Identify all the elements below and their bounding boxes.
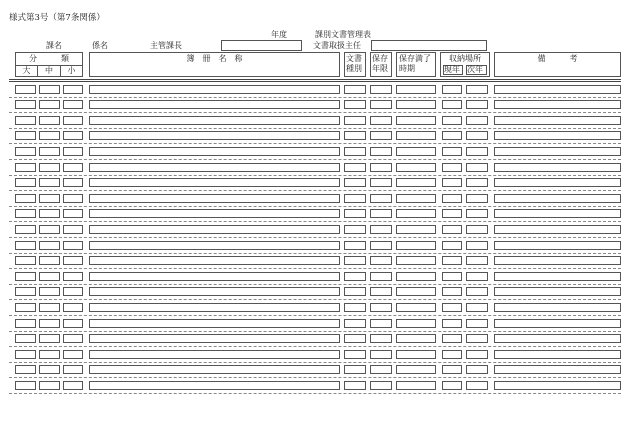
major-cell[interactable] <box>15 116 36 125</box>
row-divider <box>9 143 621 144</box>
expiry-cell[interactable] <box>396 303 436 312</box>
current-year-cell[interactable] <box>442 225 462 234</box>
major-cell[interactable] <box>15 178 36 187</box>
minor-cell[interactable] <box>63 209 83 218</box>
row-divider <box>9 190 621 191</box>
remarks-cell[interactable] <box>494 225 621 234</box>
next-year-cell[interactable] <box>466 147 488 156</box>
retention-cell[interactable] <box>370 194 392 203</box>
next-year-cell[interactable] <box>466 365 488 374</box>
minor-cell[interactable] <box>63 147 83 156</box>
minor-cell[interactable] <box>63 272 83 281</box>
retention-label-1: 保存 <box>372 54 388 63</box>
row-divider <box>9 393 621 394</box>
expiry-cell[interactable] <box>396 163 436 172</box>
minor-cell[interactable] <box>63 256 83 265</box>
remarks-cell[interactable] <box>494 209 621 218</box>
next-year-cell[interactable] <box>466 85 488 94</box>
doc-type-cell[interactable] <box>344 241 366 250</box>
minor-cell[interactable] <box>63 194 83 203</box>
ledger-name-cell[interactable] <box>89 287 340 296</box>
next-year-cell[interactable] <box>466 116 488 125</box>
remarks-cell[interactable] <box>494 381 621 390</box>
remarks-cell[interactable] <box>494 194 621 203</box>
doc-type-cell[interactable] <box>344 334 366 343</box>
ledger-name-label: 簿 冊 名 称 <box>186 54 243 63</box>
retention-cell[interactable] <box>370 209 392 218</box>
major-cell[interactable] <box>15 163 36 172</box>
middle-label: 中 <box>45 66 53 75</box>
ledger-name-cell[interactable] <box>89 381 340 390</box>
middle-cell[interactable] <box>39 272 60 281</box>
current-year-cell[interactable] <box>442 147 462 156</box>
classification-label: 分 類 <box>29 54 69 63</box>
retention-cell[interactable] <box>370 381 392 390</box>
ledger-name-cell[interactable] <box>89 241 340 250</box>
expiry-header <box>396 52 436 77</box>
next-year-cell[interactable] <box>466 303 488 312</box>
retention-cell[interactable] <box>370 163 392 172</box>
row-divider <box>9 221 621 222</box>
doc-type-cell[interactable] <box>344 287 366 296</box>
doc-type-cell[interactable] <box>344 194 366 203</box>
ledger-name-header <box>89 52 340 77</box>
doc-type-cell[interactable] <box>344 225 366 234</box>
ledger-name-cell[interactable] <box>89 256 340 265</box>
next-year-label: 次年 <box>467 65 483 74</box>
section-label: 課名 <box>46 41 62 50</box>
remarks-label: 備 考 <box>537 54 578 63</box>
next-year-cell[interactable] <box>466 100 488 109</box>
major-cell[interactable] <box>15 365 36 374</box>
retention-cell[interactable] <box>370 241 392 250</box>
expiry-cell[interactable] <box>396 272 436 281</box>
current-year-cell[interactable] <box>442 350 462 359</box>
minor-cell[interactable] <box>63 303 83 312</box>
ledger-name-cell[interactable] <box>89 209 340 218</box>
expiry-cell[interactable] <box>396 131 436 140</box>
header-rule-top <box>9 79 621 80</box>
retention-cell[interactable] <box>370 334 392 343</box>
year-label: 年度 <box>271 30 287 39</box>
minor-cell[interactable] <box>63 100 83 109</box>
middle-cell[interactable] <box>39 365 60 374</box>
row-divider <box>9 128 621 129</box>
doc-type-cell[interactable] <box>344 272 366 281</box>
doc-type-cell[interactable] <box>344 116 366 125</box>
row-divider <box>9 175 621 176</box>
ledger-name-cell[interactable] <box>89 178 340 187</box>
retention-cell[interactable] <box>370 272 392 281</box>
row-divider <box>9 331 621 332</box>
next-year-cell[interactable] <box>466 319 488 328</box>
expiry-cell[interactable] <box>396 85 436 94</box>
middle-cell[interactable] <box>39 209 60 218</box>
next-year-cell[interactable] <box>466 163 488 172</box>
middle-cell[interactable] <box>39 225 60 234</box>
next-year-cell[interactable] <box>466 194 488 203</box>
doc-type-cell[interactable] <box>344 256 366 265</box>
remarks-cell[interactable] <box>494 287 621 296</box>
major-cell[interactable] <box>15 319 36 328</box>
minor-cell[interactable] <box>63 350 83 359</box>
ledger-name-cell[interactable] <box>89 147 340 156</box>
middle-cell[interactable] <box>39 319 60 328</box>
expiry-cell[interactable] <box>396 256 436 265</box>
minor-cell[interactable] <box>63 131 83 140</box>
remarks-cell[interactable] <box>494 319 621 328</box>
expiry-cell[interactable] <box>396 116 436 125</box>
major-cell[interactable] <box>15 225 36 234</box>
doc-type-cell[interactable] <box>344 131 366 140</box>
minor-cell[interactable] <box>63 287 83 296</box>
header-rule-bottom <box>9 81 621 82</box>
ledger-name-cell[interactable] <box>89 303 340 312</box>
doc-type-cell[interactable] <box>344 85 366 94</box>
next-year-cell[interactable] <box>466 334 488 343</box>
retention-cell[interactable] <box>370 225 392 234</box>
major-cell[interactable] <box>15 241 36 250</box>
remarks-cell[interactable] <box>494 365 621 374</box>
current-year-cell[interactable] <box>442 241 462 250</box>
expiry-cell[interactable] <box>396 100 436 109</box>
supervisor-label: 主管課長 <box>150 41 182 50</box>
middle-cell[interactable] <box>39 381 60 390</box>
expiry-cell[interactable] <box>396 381 436 390</box>
remarks-cell[interactable] <box>494 350 621 359</box>
major-cell[interactable] <box>15 147 36 156</box>
current-year-cell[interactable] <box>442 256 462 265</box>
current-year-cell[interactable] <box>442 85 462 94</box>
doc-type-label-1: 文書 <box>346 54 362 63</box>
row-divider <box>9 112 621 113</box>
retention-cell[interactable] <box>370 256 392 265</box>
remarks-cell[interactable] <box>494 241 621 250</box>
minor-cell[interactable] <box>63 334 83 343</box>
ledger-name-cell[interactable] <box>89 116 340 125</box>
remarks-cell[interactable] <box>494 272 621 281</box>
ledger-name-cell[interactable] <box>89 334 340 343</box>
row-divider <box>9 206 621 207</box>
major-cell[interactable] <box>15 334 36 343</box>
middle-cell[interactable] <box>39 100 60 109</box>
retention-cell[interactable] <box>370 350 392 359</box>
expiry-cell[interactable] <box>396 225 436 234</box>
minor-label: 小 <box>67 66 76 75</box>
row-divider <box>9 268 621 269</box>
current-year-cell[interactable] <box>442 194 462 203</box>
expiry-cell[interactable] <box>396 365 436 374</box>
major-cell[interactable] <box>15 256 36 265</box>
ledger-name-cell[interactable] <box>89 85 340 94</box>
major-cell[interactable] <box>15 85 36 94</box>
handler-label: 文書取扱主任 <box>313 41 361 50</box>
row-divider <box>9 237 621 238</box>
ledger-name-cell[interactable] <box>89 350 340 359</box>
unit-label: 係名 <box>92 41 108 50</box>
remarks-cell[interactable] <box>494 163 621 172</box>
retention-cell[interactable] <box>370 116 392 125</box>
middle-cell[interactable] <box>39 131 60 140</box>
remarks-cell[interactable] <box>494 178 621 187</box>
remarks-header <box>494 52 621 77</box>
ledger-name-cell[interactable] <box>89 163 340 172</box>
doc-type-cell[interactable] <box>344 381 366 390</box>
current-year-cell[interactable] <box>442 287 462 296</box>
expiry-cell[interactable] <box>396 350 436 359</box>
current-year-cell[interactable] <box>442 334 462 343</box>
retention-header <box>370 52 392 77</box>
middle-cell[interactable] <box>39 147 60 156</box>
remarks-cell[interactable] <box>494 147 621 156</box>
retention-cell[interactable] <box>370 319 392 328</box>
doc-type-cell[interactable] <box>344 100 366 109</box>
minor-cell[interactable] <box>63 241 83 250</box>
storage-label: 収納場所 <box>449 54 481 63</box>
expiry-cell[interactable] <box>396 319 436 328</box>
major-cell[interactable] <box>15 287 36 296</box>
doc-type-header <box>344 52 366 77</box>
handler-name-field[interactable] <box>371 40 487 51</box>
current-year-cell[interactable] <box>442 163 462 172</box>
middle-cell[interactable] <box>39 334 60 343</box>
minor-cell[interactable] <box>63 163 83 172</box>
retention-cell[interactable] <box>370 365 392 374</box>
retention-cell[interactable] <box>370 147 392 156</box>
minor-cell[interactable] <box>63 319 83 328</box>
doc-type-cell[interactable] <box>344 365 366 374</box>
retention-cell[interactable] <box>370 100 392 109</box>
minor-cell[interactable] <box>63 225 83 234</box>
middle-cell[interactable] <box>39 85 60 94</box>
next-year-cell[interactable] <box>466 178 488 187</box>
middle-cell[interactable] <box>39 194 60 203</box>
expiry-cell[interactable] <box>396 241 436 250</box>
row-divider <box>9 97 621 98</box>
major-cell[interactable] <box>15 100 36 109</box>
row-divider <box>9 377 621 378</box>
current-year-cell[interactable] <box>442 178 462 187</box>
middle-cell[interactable] <box>39 287 60 296</box>
doc-type-cell[interactable] <box>344 350 366 359</box>
row-divider <box>9 346 621 347</box>
current-year-cell[interactable] <box>442 365 462 374</box>
major-cell[interactable] <box>15 381 36 390</box>
current-year-cell[interactable] <box>442 209 462 218</box>
next-year-cell[interactable] <box>466 272 488 281</box>
row-divider <box>9 362 621 363</box>
classification-header <box>15 52 83 77</box>
section-name-field[interactable] <box>221 40 302 51</box>
next-year-cell[interactable] <box>466 241 488 250</box>
doc-type-cell[interactable] <box>344 209 366 218</box>
remarks-cell[interactable] <box>494 131 621 140</box>
next-year-cell[interactable] <box>466 131 488 140</box>
row-divider <box>9 315 621 316</box>
remarks-cell[interactable] <box>494 100 621 109</box>
next-year-cell[interactable] <box>466 287 488 296</box>
row-divider <box>9 159 621 160</box>
ledger-name-cell[interactable] <box>89 131 340 140</box>
middle-cell[interactable] <box>39 303 60 312</box>
retention-cell[interactable] <box>370 303 392 312</box>
row-divider <box>9 253 621 254</box>
ledger-name-cell[interactable] <box>89 194 340 203</box>
current-year-cell[interactable] <box>442 303 462 312</box>
doc-type-cell[interactable] <box>344 147 366 156</box>
middle-cell[interactable] <box>39 163 60 172</box>
retention-cell[interactable] <box>370 131 392 140</box>
retention-label-2: 年限 <box>372 64 388 73</box>
current-year-label: 現年 <box>444 65 460 74</box>
next-year-cell[interactable] <box>466 209 488 218</box>
doc-type-cell[interactable] <box>344 303 366 312</box>
expiry-cell[interactable] <box>396 147 436 156</box>
current-year-cell[interactable] <box>442 116 462 125</box>
major-label: 大 <box>22 66 31 75</box>
form-number-label: 様式第3号（第7条関係） <box>9 13 105 23</box>
major-cell[interactable] <box>15 272 36 281</box>
current-year-cell[interactable] <box>442 131 462 140</box>
middle-cell[interactable] <box>39 178 60 187</box>
major-cell[interactable] <box>15 209 36 218</box>
remarks-cell[interactable] <box>494 334 621 343</box>
remarks-cell[interactable] <box>494 85 621 94</box>
remarks-cell[interactable] <box>494 256 621 265</box>
middle-cell[interactable] <box>39 350 60 359</box>
current-year-cell[interactable] <box>442 272 462 281</box>
major-cell[interactable] <box>15 194 36 203</box>
middle-cell[interactable] <box>39 256 60 265</box>
expiry-cell[interactable] <box>396 334 436 343</box>
minor-cell[interactable] <box>63 381 83 390</box>
current-year-cell[interactable] <box>442 100 462 109</box>
next-year-cell[interactable] <box>466 256 488 265</box>
major-cell[interactable] <box>15 131 36 140</box>
minor-cell[interactable] <box>63 178 83 187</box>
minor-cell[interactable] <box>63 85 83 94</box>
doc-type-cell[interactable] <box>344 319 366 328</box>
next-year-cell[interactable] <box>466 350 488 359</box>
ledger-name-cell[interactable] <box>89 319 340 328</box>
doc-type-cell[interactable] <box>344 178 366 187</box>
minor-cell[interactable] <box>63 116 83 125</box>
expiry-label-1: 保存満了 <box>399 54 431 63</box>
remarks-cell[interactable] <box>494 116 621 125</box>
expiry-cell[interactable] <box>396 287 436 296</box>
retention-cell[interactable] <box>370 287 392 296</box>
major-cell[interactable] <box>15 303 36 312</box>
expiry-cell[interactable] <box>396 178 436 187</box>
remarks-cell[interactable] <box>494 303 621 312</box>
major-cell[interactable] <box>15 350 36 359</box>
row-divider <box>9 299 621 300</box>
middle-cell[interactable] <box>39 116 60 125</box>
current-year-cell[interactable] <box>442 319 462 328</box>
ledger-name-cell[interactable] <box>89 225 340 234</box>
doc-type-label-2: 種別 <box>346 64 362 73</box>
row-divider <box>9 284 621 285</box>
expiry-label-2: 時期 <box>399 64 415 73</box>
minor-cell[interactable] <box>63 365 83 374</box>
doc-type-cell[interactable] <box>344 163 366 172</box>
storage-header <box>440 52 490 77</box>
table-title: 課別文書管理表 <box>315 30 371 39</box>
ledger-name-cell[interactable] <box>89 100 340 109</box>
current-year-cell[interactable] <box>442 381 462 390</box>
next-year-cell[interactable] <box>466 381 488 390</box>
ledger-name-cell[interactable] <box>89 365 340 374</box>
ledger-name-cell[interactable] <box>89 272 340 281</box>
expiry-cell[interactable] <box>396 194 436 203</box>
expiry-cell[interactable] <box>396 209 436 218</box>
middle-cell[interactable] <box>39 241 60 250</box>
retention-cell[interactable] <box>370 85 392 94</box>
retention-cell[interactable] <box>370 178 392 187</box>
next-year-cell[interactable] <box>466 225 488 234</box>
